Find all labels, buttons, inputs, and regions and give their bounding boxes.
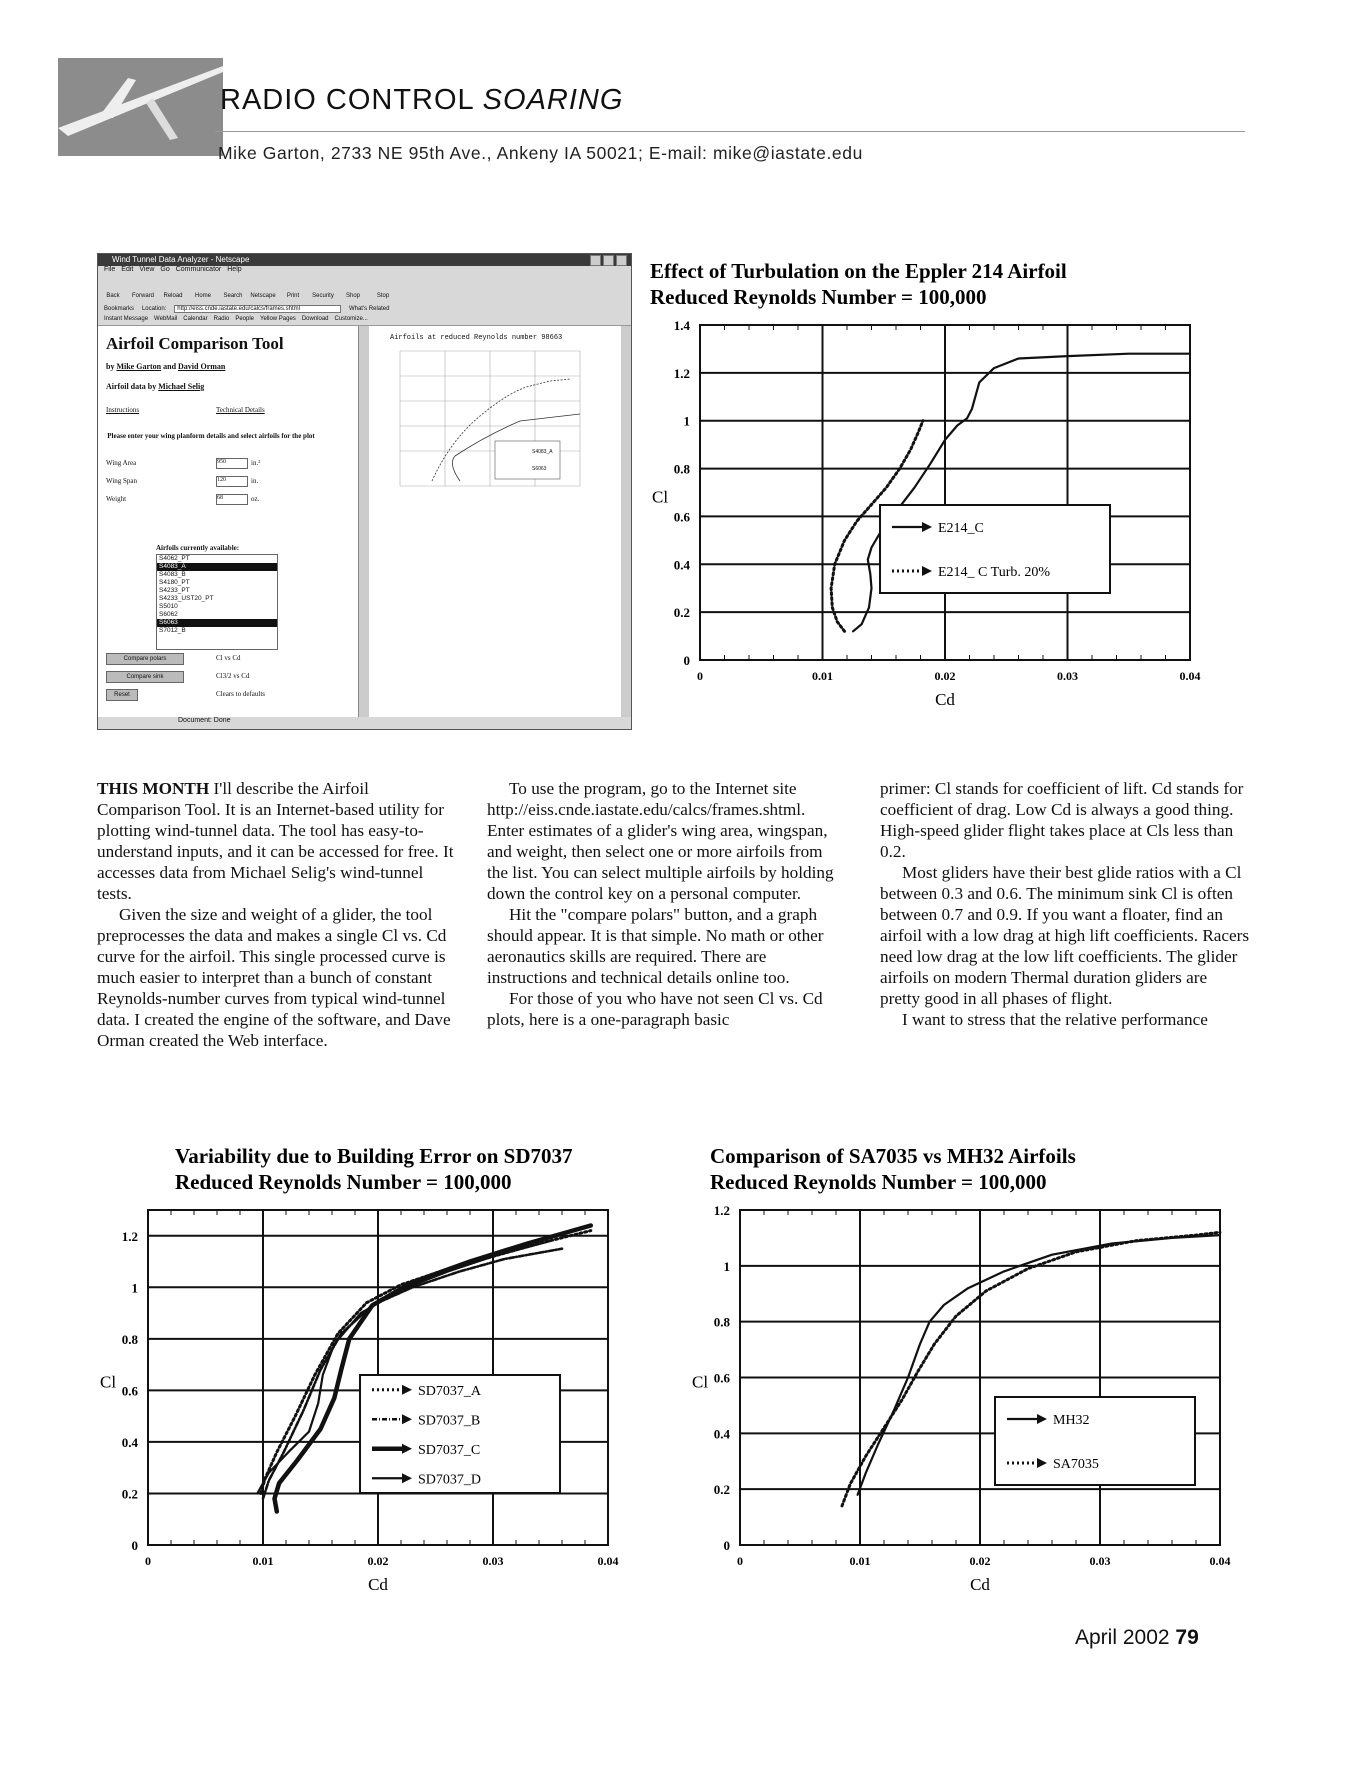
paragraph: I want to stress that the relative performance [902,1010,1208,1029]
airfoil-option[interactable]: S4062_PT [159,555,190,562]
weight-input[interactable]: 68 [216,494,248,505]
legend-label: SD7037_C [418,1442,481,1458]
mini-plot-title: Airfoils at reduced Reynolds number 98663 [390,334,563,342]
personal-toolbar-link[interactable]: Yellow Pages [260,316,296,322]
airfoil-option[interactable]: S4083_A [157,563,277,571]
menu-item[interactable]: View [139,266,155,273]
x-tick-label: 0.03 [1057,669,1078,683]
x-tick-label: 0.02 [934,669,956,683]
technical-details-link[interactable]: Technical Details [216,406,265,414]
author2-link[interactable]: David Orman [178,362,226,371]
personal-toolbar [98,315,631,326]
page-number: 79 [1175,1626,1199,1649]
paragraph: Hit the "compare polars" button, and a graph should appear. It is that simple. No math or other aeronautics skills are required. There are instructions and technical details online too. [487,905,824,987]
y-tick-label: 0.2 [673,605,690,621]
window-title: Wind Tunnel Data Analyzer - Netscape [112,255,250,264]
legend-label: E214_ C Turb. 20% [938,565,1051,580]
browser-screenshot [97,253,632,730]
x-tick-label: 0.02 [969,1554,991,1568]
x-axis-label: Cd [368,1575,388,1594]
y-tick-label: 0.8 [713,1314,730,1330]
y-tick-label: 1 [131,1280,138,1296]
y-tick-label: 0 [131,1538,138,1553]
y-tick-label: 0.8 [673,461,690,477]
menu-item[interactable]: File [104,266,116,273]
location-input[interactable]: http://eiss.cnde.iastate.edu/calcs/frames.shtml [174,305,341,313]
bookmarks-button[interactable]: Bookmarks [104,306,135,312]
mini-plot [370,346,621,546]
chart-subtitle: Reduced Reynolds Number = 100,000 [175,1170,512,1194]
left-frame [98,326,358,717]
y-axis-label: Cl [100,1372,117,1392]
chart-title: Comparison of SA7035 vs MH32 Airfoils [710,1144,1076,1168]
personal-toolbar-link[interactable]: Radio [213,316,230,322]
toolbar-button[interactable]: Forward [131,293,154,299]
reset-button[interactable]: Reset [106,689,138,701]
x-tick-label: 0.04 [597,1554,619,1568]
y-tick-label: 0.4 [673,557,690,573]
y-tick-label: 1 [723,1258,730,1274]
x-tick-label: 0.01 [252,1554,274,1568]
mini-legend-b: S6063 [532,466,547,472]
menu-item[interactable]: Help [227,266,242,273]
airfoil-option[interactable]: S4233_PT [159,587,190,594]
x-tick-label: 0 [697,669,703,683]
compare-sink-desc: Cl3/2 vs Cd [216,672,250,680]
wing-area-label: Wing Area [106,459,137,467]
y-tick-label: 0 [723,1538,730,1553]
airfoil-select[interactable] [156,554,278,650]
x-tick-label: 0.03 [1089,1554,1111,1568]
y-tick-label: 1.2 [121,1228,138,1244]
wing-span-unit: in. [251,477,259,485]
chart-building-error [90,1135,650,1605]
y-axis-label: Cl [692,1372,709,1392]
x-tick-label: 0 [145,1554,151,1568]
weight-unit: oz. [251,495,260,503]
toolbar-button[interactable]: Security [312,293,334,299]
weight-label: Weight [106,495,127,503]
airfoil-option[interactable]: S5010 [159,603,178,610]
data-author-link[interactable]: Michael Selig [158,382,205,391]
compare-polars-desc: Cl vs Cd [216,654,241,662]
y-tick-label: 0.4 [121,1434,138,1450]
toolbar-button[interactable]: Shop [345,293,360,299]
airfoil-option[interactable]: S4180_PT [159,579,190,586]
legend-label: SD7037_A [418,1383,482,1399]
toolbar-button[interactable]: Back [106,293,120,299]
airfoil-option[interactable]: S7012_B [159,627,186,634]
paragraph: Given the size and weight of a glider, the tool preprocesses the data and makes a single Cl vs. Cd curve for the airfoil. This single processed curve is much easier to interpret than a bunch of constant Reynolds-number curves from typical wind-tunnel data. I created the engine of the software, and Dave Orman created the Web interface. [97,905,451,1050]
x-tick-label: 0.01 [849,1554,871,1568]
wing-span-input[interactable]: 120 [216,476,248,487]
menu-item[interactable]: Go [160,266,170,273]
chart-title: Effect of Turbulation on the Eppler 214 Airfoil [650,259,1067,283]
x-axis-label: Cd [970,1575,990,1594]
legend-label: SA7035 [1053,1457,1099,1472]
personal-toolbar-link[interactable]: Customize... [334,316,368,322]
legend-label: E214_C [938,521,984,536]
legend-label: SD7037_D [418,1472,482,1488]
right-frame [370,326,621,717]
airfoil-option[interactable]: S4083_B [159,571,186,578]
compare-polars-button[interactable]: Compare polars [106,653,184,665]
status-bar [98,717,631,730]
author1-link[interactable]: Mike Garton [116,362,162,371]
personal-toolbar-link[interactable]: Download [301,316,329,322]
paragraph: To use the program, go to the Internet site http://eiss.cnde.iastate.edu/calcs/frames.shtml. Enter estimates of a glider's wing area, wingspan, and weight, then select one or more airfoils from the list. You can select multiple airfoils by holding down the control key on a personal computer. [487,779,834,903]
y-axis-label: Cl [652,487,669,507]
data-credit: Airfoil data by Michael Selig [106,382,205,391]
header-rule [215,131,1245,132]
airfoil-option[interactable]: S4233_UST20_PT [159,595,214,602]
x-tick-label: 0.04 [1179,669,1201,683]
paragraph: Most gliders have their best glide ratios with a Cl between 0.3 and 0.6. The minimum sink Cl is often between 0.7 and 0.9. If you want a floater, find an airfoil with a low drag at high lift coefficients. Racers need low drag at the low lift coefficients. The glider airfoils on modern Thermal duration gliders are pretty good in all phases of flight. [880,863,1250,1008]
toolbar-button[interactable]: Stop [376,293,390,299]
wing-area-input[interactable]: 950 [216,458,248,469]
maximize-button[interactable] [603,255,614,266]
toolbar-button[interactable]: Search [223,293,243,299]
location-label: Location: [141,306,167,312]
y-tick-label: 0.2 [121,1486,138,1502]
mini-legend-a: S4083_A [532,449,553,455]
issue-date: April 2002 [1075,1626,1170,1649]
status-text: Document: Done [178,717,231,724]
reset-desc: Clears to defaults [216,690,265,698]
paragraph: primer: Cl stands for coefficient of lift. Cd stands for coefficient of drag. Low Cd is always a good thing. High-speed glider flight takes place at Cls less than 0.2. [880,779,1244,861]
personal-toolbar-link[interactable]: WebMail [154,316,178,322]
y-tick-label: 1.4 [673,318,690,333]
x-tick-label: 0.01 [812,669,833,683]
byline: by Mike Garton and David Orman [106,362,226,371]
y-tick-label: 1 [683,413,690,429]
toolbar-button[interactable]: Home [194,293,211,299]
whats-related-button[interactable]: What's Related [348,306,390,312]
x-tick-label: 0 [737,1554,743,1568]
mini-legend [495,441,560,479]
personal-toolbar-link[interactable]: Instant Message [104,316,149,322]
wing-span-label: Wing Span [106,477,138,485]
menu-item[interactable]: Edit [121,266,134,273]
x-tick-label: 0.04 [1209,1554,1231,1568]
chart-title: Variability due to Building Error on SD7037 [175,1144,573,1168]
close-button[interactable] [616,255,627,266]
paragraph: For those of you who have not seen Cl vs. Cd plots, here is a one-paragraph basic [487,989,823,1029]
tool-title: Airfoil Comparison Tool [106,334,284,353]
article-column-1 [97,778,457,1051]
article-column-2 [487,778,842,1030]
y-tick-label: 0.8 [121,1331,138,1347]
airfoil-option[interactable]: S6062 [159,611,178,618]
y-tick-label: 0.2 [713,1482,730,1498]
chart-sa7035-mh32 [680,1135,1250,1605]
x-tick-label: 0.03 [482,1554,504,1568]
x-axis-label: Cd [935,690,955,709]
chart-subtitle: Reduced Reynolds Number = 100,000 [710,1170,1047,1194]
toolbar-button[interactable]: Print [286,293,300,299]
toolbar-button[interactable]: Netscape [250,293,276,299]
legend-label: MH32 [1053,1413,1090,1428]
chart-subtitle: Reduced Reynolds Number = 100,000 [650,285,987,309]
y-tick-label: 0 [683,653,690,668]
wing-area-unit: in.² [251,459,261,467]
legend-label: SD7037_B [418,1413,481,1429]
left-frame-scrollbar[interactable] [358,326,369,717]
minimize-button[interactable] [590,255,601,266]
toolbar [98,277,631,306]
menu-item[interactable]: Communicator [175,266,222,273]
instructions-link[interactable]: Instructions [106,406,140,414]
airfoil-option[interactable]: S6063 [157,619,277,627]
y-tick-label: 0.6 [121,1383,138,1399]
personal-toolbar-link[interactable]: People [235,316,254,322]
airfoils-label: Airfoils currently available: [156,544,240,552]
y-tick-label: 1.2 [673,365,690,381]
compare-sink-button[interactable]: Compare sink [106,671,184,683]
y-tick-label: 0.6 [673,509,690,525]
x-tick-label: 0.02 [367,1554,389,1568]
column-title: RADIO CONTROL SOARING [220,84,624,116]
y-tick-label: 0.6 [713,1370,730,1386]
column-logo [58,58,223,156]
planform-prompt: Please enter your wing planform details and select airfoils for the plot [107,432,315,440]
article-column-3 [880,778,1250,1030]
right-frame-scrollbar[interactable] [621,326,631,717]
paragraph: THIS MONTH I'll describe the Airfoil Comparison Tool. It is an Internet-based utility for plotting wind-tunnel data. The tool has easy-to-understand inputs, and it can be accessed for free. It accesses data from Michael Selig's wind-tunnel tests. [97,779,454,903]
toolbar-button[interactable]: Reload [163,293,183,299]
chart-turbulation [640,250,1250,750]
personal-toolbar-link[interactable]: Calendar [183,316,208,322]
page-footer [1075,1626,1199,1650]
y-tick-label: 1.2 [713,1203,730,1218]
author-contact: Mike Garton, 2733 NE 95th Ave., Ankeny IA 50021; E-mail: mike@iastate.edu [218,143,863,163]
glider-icon [58,58,223,156]
y-tick-label: 0.4 [713,1426,730,1442]
